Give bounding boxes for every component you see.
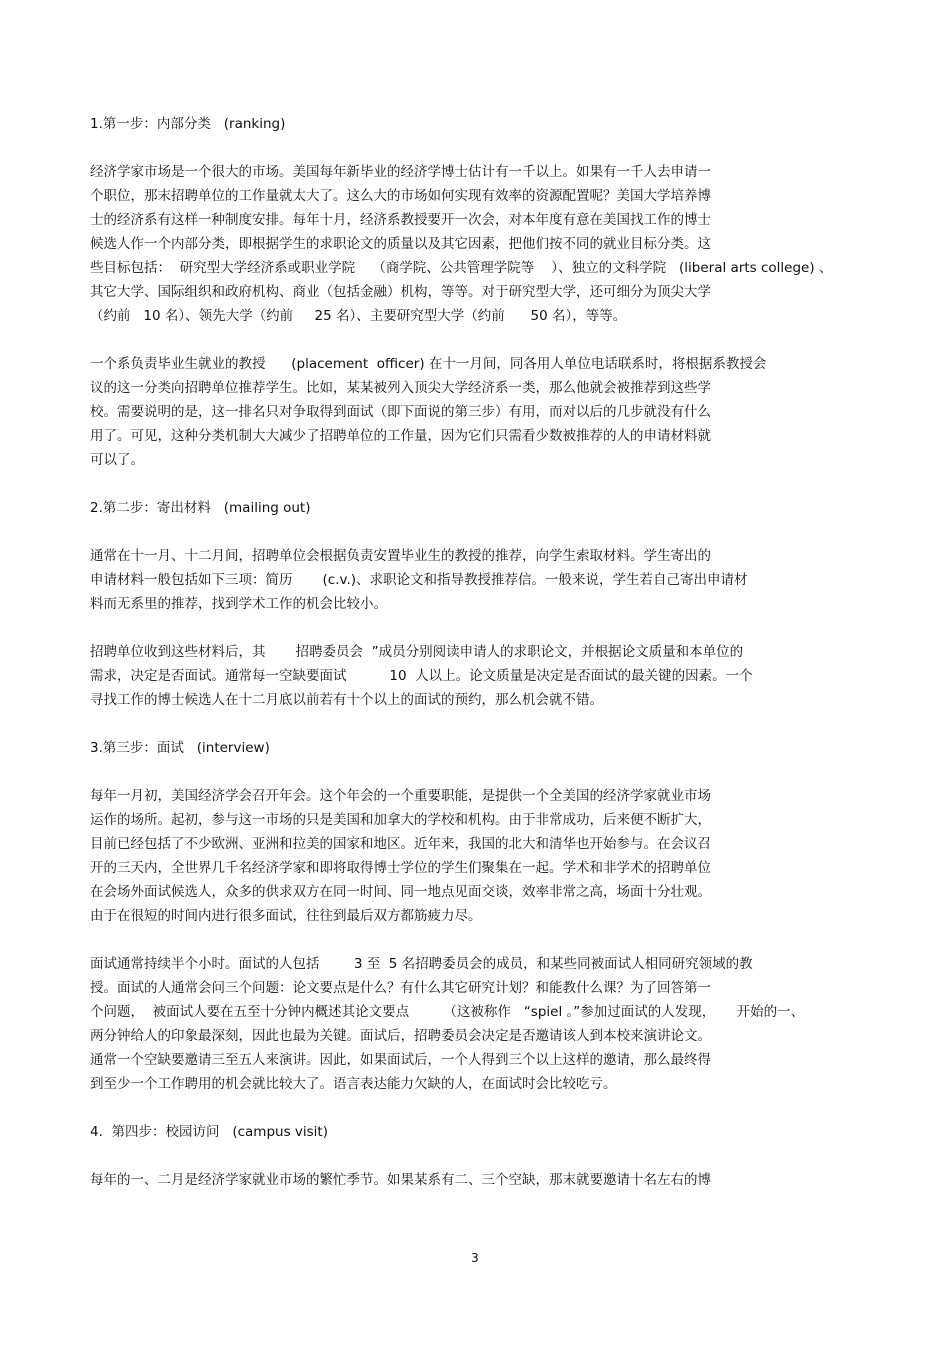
text-line: 通常一个空缺要邀请三至五人来演讲。因此，如果面试后，一个人得到三个以上这样的邀请，那么最终得: [90, 1052, 711, 1068]
text-line: 候选人作一个内部分类，即根据学生的求职论文的质量以及其它因素，把他们按不同的就业目标分类。这: [90, 236, 711, 252]
text-line: 料而无系里的推荐，找到学术工作的机会比较小。: [90, 596, 387, 612]
paragraph: [90, 160, 880, 328]
paragraph: [90, 952, 880, 1096]
text-line: 两分钟给人的印象最深刻，因此也最为关键。面试后，招聘委员会决定是否邀请该人到本校来演讲论文。: [90, 1028, 711, 1044]
text-line: 运作的场所。起初，参与这一市场的只是美国和加拿大的学校和机构。由于非常成功，后来便不断扩大，: [90, 812, 711, 828]
text-line: 其它大学、国际组织和政府机构、商业（包括金融）机构，等等。对于研究型大学，还可细分为顶尖大学: [90, 284, 711, 300]
text-line: 校。需要说明的是，这一排名只对争取得到面试（即下面说的第三步）有用，而对以后的几步就没有什么: [90, 404, 711, 420]
paragraph: [90, 640, 880, 712]
paragraph: [90, 352, 880, 472]
text-line: 通常在十一月、十二月间，招聘单位会根据负责安置毕业生的教授的推荐，向学生索取材料。学生寄出的: [90, 548, 711, 564]
text-line: 到至少一个工作聘用的机会就比较大了。语言表达能力欠缺的人，在面试时会比较吃亏。: [90, 1076, 617, 1092]
text-line: （约前 10 名）、领先大学（约前 25 名）、主要研究型大学（约前 50 名），等等。: [90, 308, 627, 324]
section-heading: 4. 第四步：校园访问 (campus visit): [90, 1124, 328, 1140]
paragraph: [90, 544, 880, 616]
text-line: 面试通常持续半个小时。面试的人包括 3 至 5 名招聘委员会的成员，和某些同被面试人相同研究领域的教: [90, 956, 753, 972]
text-line: 议的这一分类向招聘单位推荐学生。比如，某某被列入顶尖大学经济系一类，那么他就会被推荐到这些学: [90, 380, 711, 396]
text-line: 目前已经包括了不少欧洲、亚洲和拉美的国家和地区。近年来，我国的北大和清华也开始参与。在会议召: [90, 836, 711, 852]
text-line: 寻找工作的博士候选人在十二月底以前若有十个以上的面试的预约，那么机会就不错。: [90, 692, 603, 708]
text-line: 一个系负责毕业生就业的教授 (placement officer) 在十一月间，同各用人单位电话联系时，将根据系教授会: [90, 356, 767, 372]
text-line: 招聘单位收到这些材料后，其 招聘委员会 ”成员分别阅读申请人的求职论文，并根据论文质量和本单位的: [90, 644, 744, 660]
page-number: 3: [471, 1251, 479, 1265]
text-line: 在会场外面试候选人，众多的供求双方在同一时间、同一地点见面交谈，效率非常之高，场面十分壮观。: [90, 884, 711, 900]
section-heading: 1.第一步：内部分类 (ranking): [90, 116, 286, 132]
text-line: 每年一月初，美国经济学会召开年会。这个年会的一个重要职能，是提供一个全美国的经济学家就业市场: [90, 788, 711, 804]
document-body: [90, 112, 880, 1216]
text-line: 开的三天内，全世界几千名经济学家和即将取得博士学位的学生们聚集在一起。学术和非学术的招聘单位: [90, 860, 711, 876]
section-heading: 3.第三步：面试 (interview): [90, 740, 270, 756]
text-line: 士的经济系有这样一种制度安排。每年十月，经济系教授要开一次会，对本年度有意在美国找工作的博士: [90, 212, 711, 228]
text-line: 个问题， 被面试人要在五至十分钟内概述其论文要点 （这被称作 “spiel 。”参加过面试的人发现， 开始的一、: [90, 1004, 805, 1020]
text-line: 个职位，那末招聘单位的工作量就太大了。这么大的市场如何实现有效率的资源配置呢？美国大学培养博: [90, 188, 711, 204]
text-line: 由于在很短的时间内进行很多面试，往往到最后双方都筋疲力尽。: [90, 908, 482, 924]
text-line: 用了。可见，这种分类机制大大减少了招聘单位的工作量，因为它们只需看少数被推荐的人的申请材料就: [90, 428, 711, 444]
paragraph: [90, 784, 880, 928]
text-line: 每年的一、二月是经济学家就业市场的繁忙季节。如果某系有二、三个空缺，那末就要邀请十名左右的博: [90, 1172, 711, 1188]
section-heading: 2.第二步：寄出材料 (mailing out): [90, 500, 311, 516]
text-line: 经济学家市场是一个很大的市场。美国每年新毕业的经济学博士估计有一千以上。如果有一千人去申请一: [90, 164, 711, 180]
text-line: 申请材料一般包括如下三项：简历 (c.v.)、求职论文和指导教授推荐信。一般来说，学生若自己寄出申请材: [90, 572, 748, 588]
text-line: 些目标包括： 研究型大学经济系或职业学院 （商学院、公共管理学院等 ）、独立的文科学院 (liberal arts college) 、: [90, 260, 833, 276]
text-line: 需求，决定是否面试。通常每一空缺要面试 10 人以上。论文质量是决定是否面试的最关键的因素。一个: [90, 668, 753, 684]
text-line: 可以了。: [90, 452, 144, 468]
paragraph: [90, 1168, 880, 1192]
text-line: 授。面试的人通常会问三个问题：论文要点是什么？有什么其它研究计划？和能教什么课？为了回答第一: [90, 980, 711, 996]
